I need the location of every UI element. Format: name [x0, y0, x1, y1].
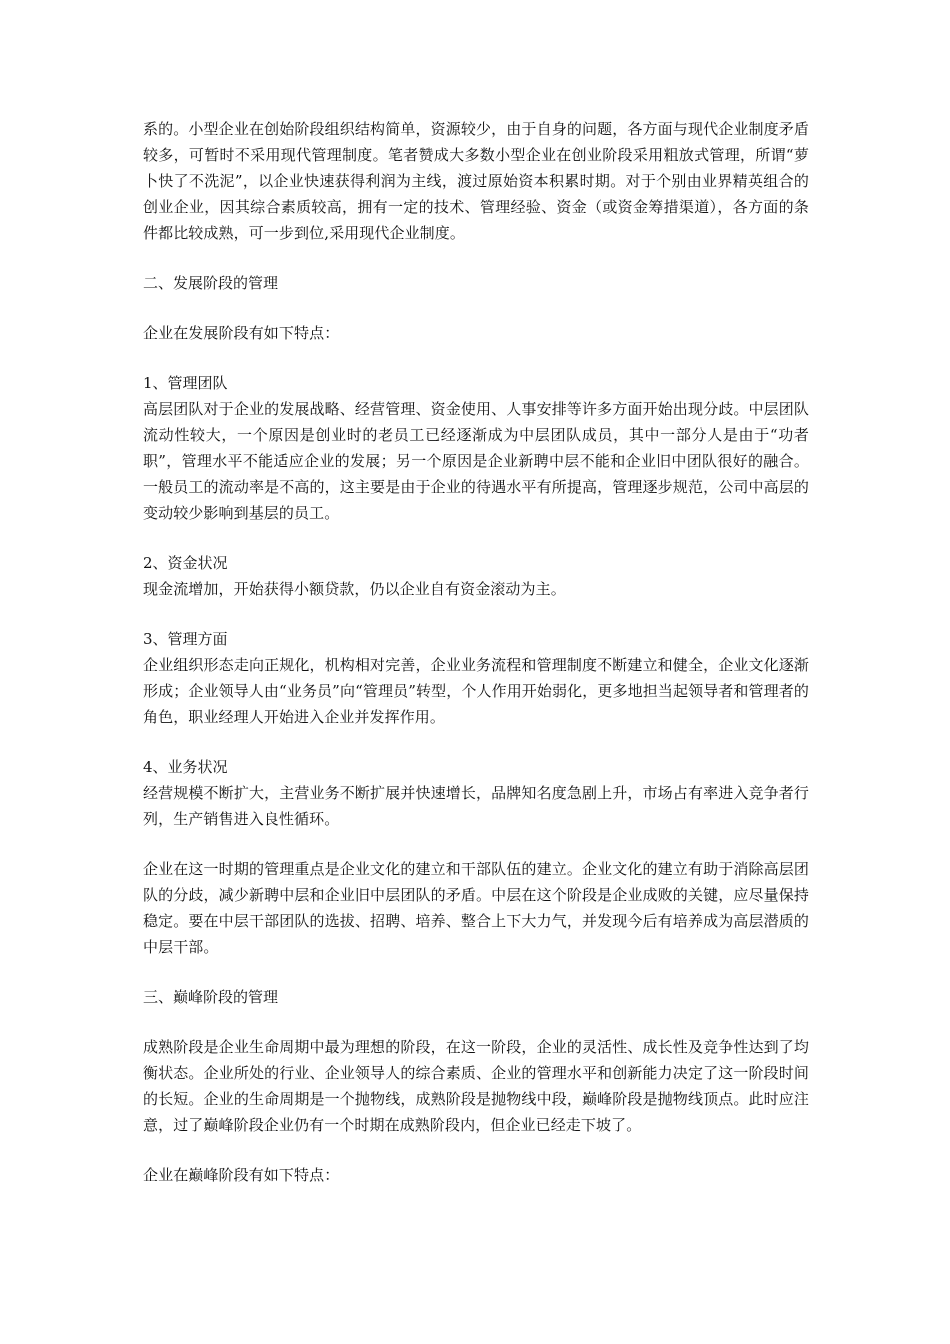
- item-2-block: [143, 550, 809, 602]
- item-1-body: 高层团队对于企业的发展战略、经营管理、资金使用、人事安排等许多方面开始出现分歧。中层团队流动性较大，一个原因是创业时的老员工已经逐渐成为中层团队成员，其中一部分人是由于“功者职”，管理水平不能适应企业的发展；另一个原因是企业新聘中层不能和企业旧中团队很好的融合。一般员工的流动率是不高的，这主要是由于企业的待遇水平有所提高，管理逐步规范，公司中高层的变动较少影响到基层的员工。: [143, 400, 809, 522]
- item-1-heading: 1、管理团队: [143, 374, 228, 392]
- item-4-body: 经营规模不断扩大，主营业务不断扩展并快速增长，品牌知名度急剧上升，市场占有率进入竞争者行列，生产销售进入良性循环。: [143, 784, 809, 828]
- item-2-body: 现金流增加，开始获得小额贷款，仍以企业自有资金滚动为主。: [143, 580, 566, 598]
- item-2-heading: 2、资金状况: [143, 554, 228, 572]
- section-3-heading: 三、巅峰阶段的管理: [143, 988, 279, 1006]
- section-2-lead: 企业在发展阶段有如下特点：: [143, 324, 340, 342]
- item-3-body: 企业组织形态走向正规化，机构相对完善，企业业务流程和管理制度不断建立和健全，企业文化逐渐形成；企业领导人由“业务员”向“管理员”转型，个人作用开始弱化，更多地担当起领导者和管理者的角色，职业经理人开始进入企业并发挥作用。: [143, 656, 809, 726]
- intro-paragraph: 系的。小型企业在创始阶段组织结构简单，资源较少，由于自身的问题，各方面与现代企业制度矛盾较多，可暂时不采用现代管理制度。笔者赞成大多数小型企业在创业阶段采用粗放式管理，所谓“萝卜快了不洗泥”，以企业快速获得利润为主线，渡过原始资本积累时期。对于个别由业界精英组合的创业企业，因其综合素质较高，拥有一定的技术、管理经验、资金（或资金筹措渠道），各方面的条件都比较成熟，可一步到位,采用现代企业制度。: [143, 120, 809, 242]
- item-3-heading: 3、管理方面: [143, 630, 228, 648]
- peak-stage-paragraph: 成熟阶段是企业生命周期中最为理想的阶段，在这一阶段，企业的灵活性、成长性及竞争性达到了均衡状态。企业所处的行业、企业领导人的综合素质、企业的管理水平和创新能力决定了这一阶段时间的长短。企业的生命周期是一个抛物线，成熟阶段是抛物线中段，巅峰阶段是抛物线顶点。此时应注意，过了巅峰阶段企业仍有一个时期在成熟阶段内，但企业已经走下坡了。: [143, 1038, 809, 1134]
- item-4-block: [143, 754, 809, 832]
- management-focus-paragraph: 企业在这一时期的管理重点是企业文化的建立和干部队伍的建立。企业文化的建立有助于消除高层团队的分歧，减少新聘中层和企业旧中层团队的矛盾。中层在这个阶段是企业成败的关键，应尽量保持稳定。要在中层干部团队的选拔、招聘、培养、整合上下大力气，并发现今后有培养成为高层潜质的中层干部。: [143, 860, 809, 956]
- item-3-block: [143, 626, 809, 730]
- document-page: [143, 116, 809, 1188]
- item-1-block: [143, 370, 809, 526]
- section-2-heading: 二、发展阶段的管理: [143, 274, 279, 292]
- section-3-lead: 企业在巅峰阶段有如下特点：: [143, 1166, 340, 1184]
- item-4-heading: 4、业务状况: [143, 758, 228, 776]
